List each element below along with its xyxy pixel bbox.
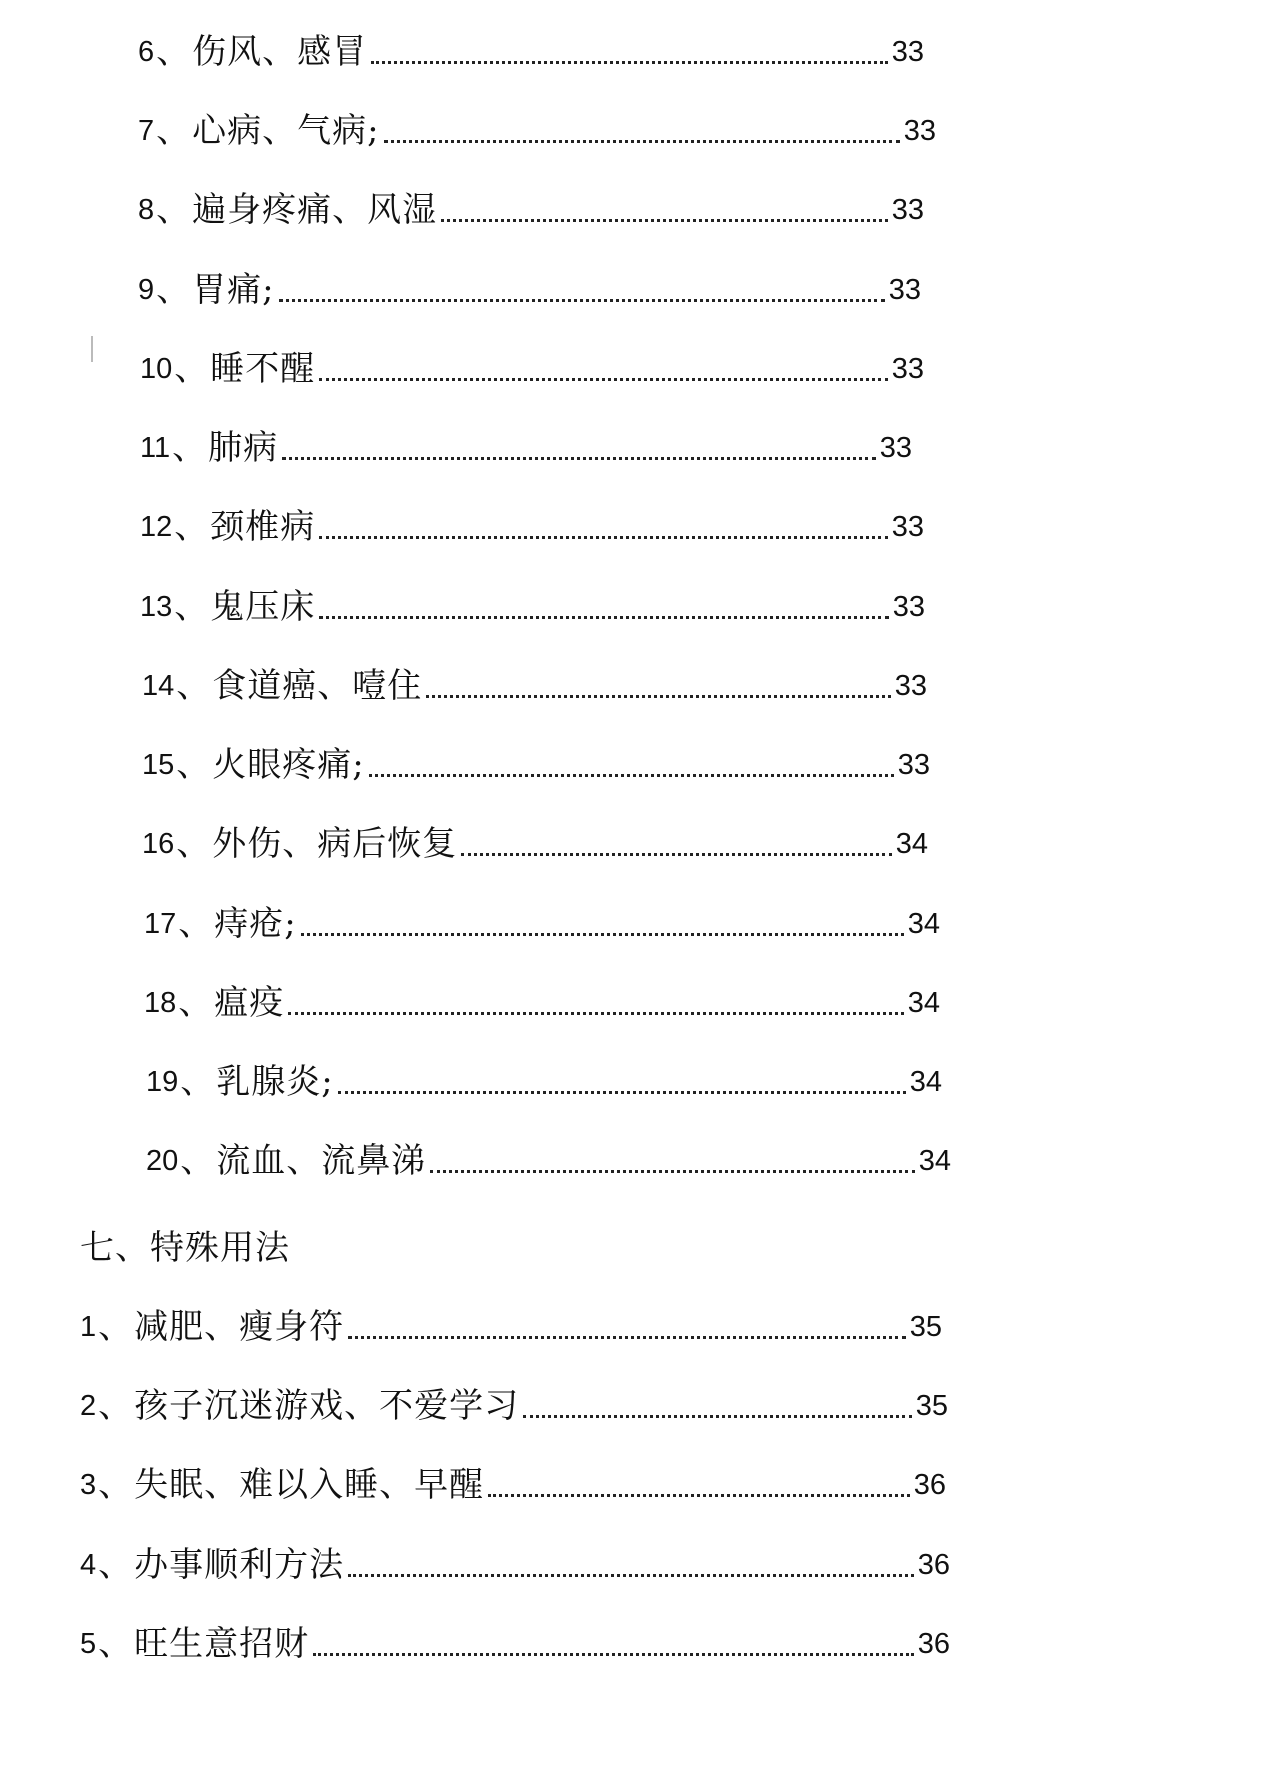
entry-title: 遍身疼痛、风湿 bbox=[192, 190, 438, 230]
toc-entry-18[interactable] bbox=[144, 981, 940, 1025]
dot-leader bbox=[282, 457, 876, 460]
entry-page-number: 34 bbox=[909, 1066, 942, 1098]
toc-entry-special-3[interactable] bbox=[80, 1463, 946, 1507]
toc-entry-19[interactable] bbox=[146, 1060, 942, 1104]
entry-page-number: 33 bbox=[891, 353, 924, 385]
entry-number: 2 bbox=[80, 1390, 97, 1422]
entry-number: 7 bbox=[138, 115, 155, 147]
entry-separator: 、 bbox=[98, 1545, 133, 1585]
toc-entry-15[interactable] bbox=[142, 743, 930, 787]
entry-page-number: 33 bbox=[897, 749, 930, 781]
entry-page-number: 36 bbox=[917, 1549, 950, 1581]
dot-leader bbox=[348, 1336, 906, 1339]
entry-number: 16 bbox=[142, 828, 175, 860]
toc-entry-6[interactable] bbox=[138, 30, 924, 74]
entry-number: 12 bbox=[140, 511, 173, 543]
entry-number: 6 bbox=[138, 36, 155, 68]
section-heading: 七、特殊用法 bbox=[80, 1228, 290, 1268]
dot-leader bbox=[523, 1415, 912, 1418]
dot-leader bbox=[288, 1012, 903, 1015]
entry-number: 9 bbox=[138, 274, 155, 306]
entry-page-number: 33 bbox=[891, 36, 924, 68]
entry-page-number: 35 bbox=[909, 1311, 942, 1343]
entry-title: 胃痛; bbox=[192, 270, 275, 310]
entry-title: 流血、流鼻涕 bbox=[216, 1141, 427, 1181]
dot-leader bbox=[426, 695, 890, 698]
toc-entry-special-1[interactable] bbox=[80, 1305, 942, 1349]
dot-leader bbox=[319, 378, 887, 381]
entry-number: 4 bbox=[80, 1549, 97, 1581]
dot-leader bbox=[301, 933, 904, 936]
entry-title: 睡不醒 bbox=[210, 349, 316, 389]
entry-title: 颈椎病 bbox=[210, 507, 316, 547]
dot-leader bbox=[279, 299, 885, 302]
dot-leader bbox=[319, 536, 887, 539]
entry-number: 11 bbox=[140, 432, 171, 464]
entry-separator: 、 bbox=[98, 1624, 133, 1664]
entry-number: 3 bbox=[80, 1469, 97, 1501]
entry-page-number: 33 bbox=[903, 115, 936, 147]
toc-entry-7[interactable] bbox=[138, 109, 936, 153]
entry-number: 13 bbox=[140, 591, 173, 623]
toc-entry-13[interactable] bbox=[140, 585, 925, 629]
dot-leader bbox=[338, 1091, 906, 1094]
entry-number: 18 bbox=[144, 987, 177, 1019]
entry-number: 10 bbox=[140, 353, 173, 385]
toc-entry-special-2[interactable] bbox=[80, 1384, 948, 1428]
toc-entry-10[interactable] bbox=[140, 347, 924, 391]
entry-title: 食道癌、噎住 bbox=[212, 666, 423, 706]
entry-page-number: 33 bbox=[879, 432, 912, 464]
toc-entry-12[interactable] bbox=[140, 505, 924, 549]
entry-title: 肺病 bbox=[208, 428, 279, 468]
entry-page-number: 36 bbox=[917, 1628, 950, 1660]
entry-separator: 、 bbox=[176, 666, 211, 706]
toc-entry-16[interactable] bbox=[142, 822, 928, 866]
entry-number: 5 bbox=[80, 1628, 97, 1660]
entry-page-number: 33 bbox=[894, 670, 927, 702]
entry-title: 外伤、病后恢复 bbox=[212, 824, 458, 864]
entry-page-number: 34 bbox=[907, 908, 940, 940]
toc-entry-special-5[interactable] bbox=[80, 1622, 950, 1666]
entry-separator: 、 bbox=[176, 745, 211, 785]
entry-page-number: 35 bbox=[915, 1390, 948, 1422]
entry-page-number: 34 bbox=[918, 1145, 951, 1177]
entry-title: 减肥、瘦身符 bbox=[134, 1307, 345, 1347]
entry-separator: 、 bbox=[174, 349, 209, 389]
entry-number: 15 bbox=[142, 749, 175, 781]
entry-number: 8 bbox=[138, 194, 155, 226]
toc-entry-8[interactable] bbox=[138, 188, 924, 232]
dot-leader bbox=[369, 774, 894, 777]
entry-separator: 、 bbox=[98, 1307, 133, 1347]
toc-entry-17[interactable] bbox=[144, 902, 940, 946]
dot-leader bbox=[430, 1170, 914, 1173]
entry-title: 心病、气病; bbox=[192, 111, 380, 151]
entry-separator: 、 bbox=[156, 32, 191, 72]
entry-title: 火眼疼痛; bbox=[212, 745, 365, 785]
entry-title: 办事顺利方法 bbox=[134, 1545, 345, 1585]
entry-title: 伤风、感冒 bbox=[192, 32, 368, 72]
toc-entry-9[interactable] bbox=[138, 268, 921, 312]
entry-page-number: 33 bbox=[891, 194, 924, 226]
entry-number: 14 bbox=[142, 670, 175, 702]
entry-title: 失眠、难以入睡、早醒 bbox=[134, 1465, 485, 1505]
entry-title: 痔疮; bbox=[214, 904, 297, 944]
entry-separator: 、 bbox=[180, 1062, 215, 1102]
entry-title: 鬼压床 bbox=[210, 587, 316, 627]
entry-page-number: 36 bbox=[913, 1469, 946, 1501]
entry-number: 19 bbox=[146, 1066, 179, 1098]
entry-page-number: 33 bbox=[888, 274, 921, 306]
entry-title: 瘟疫 bbox=[214, 983, 285, 1023]
dot-leader bbox=[461, 853, 891, 856]
toc-entry-14[interactable] bbox=[142, 664, 927, 708]
entry-separator: 、 bbox=[174, 507, 209, 547]
entry-title: 乳腺炎; bbox=[216, 1062, 334, 1102]
entry-separator: 、 bbox=[172, 428, 207, 468]
dot-leader bbox=[384, 140, 900, 143]
entry-separator: 、 bbox=[156, 111, 191, 151]
entry-separator: 、 bbox=[176, 824, 211, 864]
entry-separator: 、 bbox=[98, 1465, 133, 1505]
toc-entry-11[interactable] bbox=[140, 426, 912, 470]
entry-number: 1 bbox=[80, 1311, 97, 1343]
dot-leader bbox=[319, 616, 888, 619]
entry-separator: 、 bbox=[156, 270, 191, 310]
entry-number: 20 bbox=[146, 1145, 179, 1177]
entry-page-number: 33 bbox=[891, 511, 924, 543]
dot-leader bbox=[348, 1574, 914, 1577]
dot-leader bbox=[371, 61, 888, 64]
scan-mark bbox=[91, 336, 93, 362]
entry-separator: 、 bbox=[98, 1386, 133, 1426]
dot-leader bbox=[441, 219, 888, 222]
entry-separator: 、 bbox=[156, 190, 191, 230]
entry-separator: 、 bbox=[180, 1141, 215, 1181]
entry-page-number: 33 bbox=[892, 591, 925, 623]
entry-title: 孩子沉迷游戏、不爱学习 bbox=[134, 1386, 520, 1426]
toc-entry-special-4[interactable] bbox=[80, 1543, 950, 1587]
entry-number: 17 bbox=[144, 908, 177, 940]
entry-separator: 、 bbox=[178, 983, 213, 1023]
dot-leader bbox=[488, 1494, 910, 1497]
entry-separator: 、 bbox=[174, 587, 209, 627]
dot-leader bbox=[313, 1653, 914, 1656]
entry-page-number: 34 bbox=[907, 987, 940, 1019]
entry-separator: 、 bbox=[178, 904, 213, 944]
toc-entry-20[interactable] bbox=[146, 1139, 951, 1183]
entry-title: 旺生意招财 bbox=[134, 1624, 310, 1664]
entry-page-number: 34 bbox=[895, 828, 928, 860]
